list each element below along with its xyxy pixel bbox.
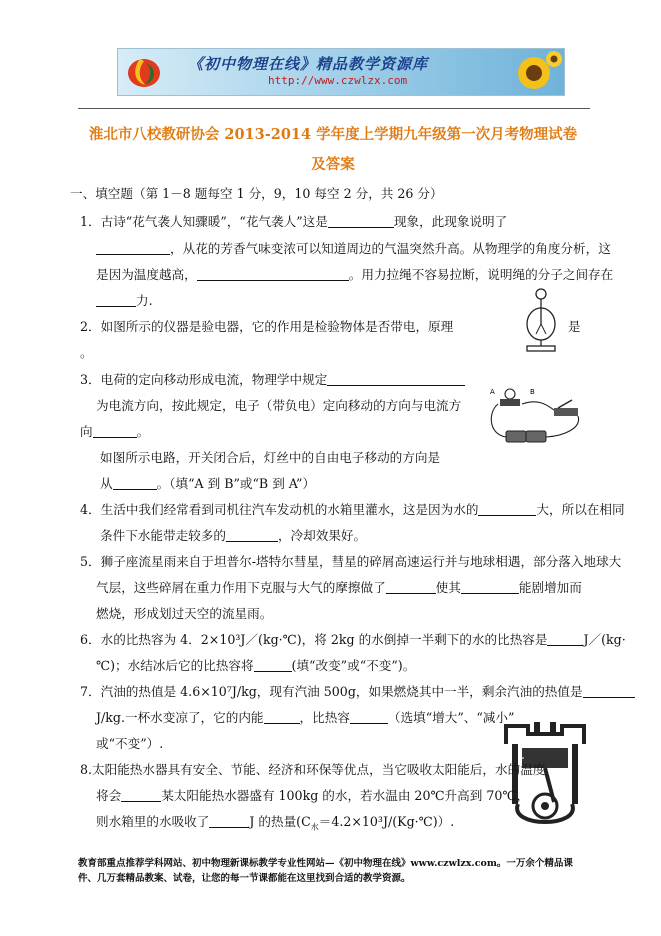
q8-blank-1[interactable] xyxy=(121,788,161,802)
question-7-line2 xyxy=(96,709,514,727)
q4-text-c: 条件下水能带走较多的 xyxy=(100,528,226,543)
q3-text-f: 如图所示电路，开关闭合后，灯丝中的自由电子移动的方向是 xyxy=(100,450,441,465)
q1-text-e: 。用力拉绳不容易拉断，说明绳的分子之间存在 xyxy=(348,267,614,282)
question-4-line1 xyxy=(80,501,625,519)
q8-subscript-water: 水 xyxy=(310,822,319,832)
question-2-line1 xyxy=(80,318,453,336)
question-7-line1 xyxy=(80,683,635,701)
q1-text-f: 力. xyxy=(136,293,153,308)
q7-text-e: 或“不变”）. xyxy=(96,736,164,751)
question-3-line2 xyxy=(96,397,461,415)
q1-blank-2[interactable] xyxy=(96,241,170,255)
document-title-line2: 及答案 xyxy=(311,156,355,173)
circuit-figure xyxy=(484,382,584,450)
q5-text-e: 燃烧，形成划过天空的流星雨。 xyxy=(96,606,273,621)
question-3-line3 xyxy=(80,423,149,441)
document-title xyxy=(68,120,598,180)
q1-text-b: 现象，此现象说明了 xyxy=(393,214,508,229)
question-4-line2 xyxy=(100,527,366,545)
question-5-line2 xyxy=(96,579,582,597)
q1-blank-4[interactable] xyxy=(96,293,136,307)
q8-text-c: 某太阳能热水器盛有 100kg 的水，若水温由 20℃升高到 70℃， xyxy=(161,788,530,803)
q5-blank-1[interactable] xyxy=(386,580,436,594)
q4-blank-2[interactable] xyxy=(226,528,278,542)
electroscope-figure xyxy=(522,286,560,354)
q6-blank-2[interactable] xyxy=(254,658,292,672)
q8-text-g: ＝4.2×10³J/(Kg·℃)）. xyxy=(318,814,455,829)
circuit-label-a: A xyxy=(490,388,495,396)
question-3-line5 xyxy=(100,475,315,493)
q2-text-b: 是 xyxy=(568,319,581,334)
sunflower-icon xyxy=(504,51,562,93)
q3-text-g: 从 xyxy=(100,476,113,491)
q5-text-c: 使其 xyxy=(435,580,461,595)
header-rule xyxy=(78,108,590,109)
section-heading: 一、填空题（第 1－8 题每空 1 分，9，10 每空 2 分，共 26 分） xyxy=(70,186,443,201)
q2-text-c: 。 xyxy=(80,345,93,360)
circuit-label-b: B xyxy=(530,388,535,396)
q6-text-b: J／(kg· xyxy=(583,632,626,647)
q1-blank-3[interactable] xyxy=(197,267,349,281)
question-1-line4 xyxy=(96,292,153,310)
banner-title: 《初中物理在线》精品教学资源库 xyxy=(188,55,429,73)
q7-blank-2[interactable] xyxy=(264,710,300,724)
q2-text-a: 2．如图所示的仪器是验电器，它的作用是检验物体是否带电，原理 xyxy=(80,319,454,334)
q5-blank-2[interactable] xyxy=(461,580,519,594)
q4-blank-1[interactable] xyxy=(478,502,536,516)
question-8-line2 xyxy=(96,787,529,805)
question-8-line3 xyxy=(96,813,454,837)
q7-blank-1[interactable] xyxy=(583,684,635,698)
question-6-line1 xyxy=(80,631,626,649)
site-banner xyxy=(117,48,565,96)
q8-text-e: J 的热量(C xyxy=(249,814,311,829)
question-1-line3 xyxy=(96,266,613,284)
q3-text-b: 为电流方向 xyxy=(96,398,159,413)
q3-blank-1[interactable] xyxy=(327,372,465,386)
q8-text-a: 8.太阳能热水器具有安全、节能、经济和环保等优点，当它吸收太阳能后，水的温度 xyxy=(80,762,546,777)
q8-text-b: 将会 xyxy=(96,788,122,803)
q7-text-c: ，比热容 xyxy=(299,710,350,725)
q3-text-d: 向 xyxy=(80,424,93,439)
q1-text-c: ，从花的芳香气味变浓可以知道周边的气温突然升高。从物理学的角度分析，这 xyxy=(170,241,611,256)
footer-line1: 教育部重点推荐学科网站、初中物理新课标教学专业性网站—《初中物理在线》www.czwlzx.com。一万余个精品课 xyxy=(78,858,573,869)
q8-text-d: 则水箱里的水吸收了 xyxy=(96,814,210,829)
q7-text-d: （选填“增大”、“减小” xyxy=(387,710,515,725)
q1-text-a: 1．古诗“花气袭人知骤暖”，“花气袭人”这是 xyxy=(80,214,328,229)
page-footer xyxy=(78,856,598,886)
q6-text-a: 6．水的比热容为 4．2×10³J／(kg·℃)，将 2kg 的水倒掉一半剩下的水的比热容是 xyxy=(80,632,548,647)
question-6-line2 xyxy=(96,657,415,675)
q3-blank-3[interactable] xyxy=(113,476,157,490)
q3-text-a: 3．电荷的定向移动形成电流，物理学中规定 xyxy=(80,372,328,387)
question-3-line1 xyxy=(80,371,465,389)
q1-blank-1[interactable] xyxy=(328,214,394,228)
q6-blank-1[interactable] xyxy=(547,632,583,646)
q7-text-a: 7．汽油的热值是 4.6×10⁷J/kg，现有汽油 500g，如果燃烧其中一半，剩余汽油的热值是 xyxy=(80,684,583,699)
q8-blank-2[interactable] xyxy=(209,814,249,828)
question-1-line2 xyxy=(96,240,611,258)
document-title-line1: 淮北市八校教研协会 2013-2014 学年度上学期九年级第一次月考物理试卷 xyxy=(88,126,578,143)
q1-text-d: 是因为温度越高， xyxy=(96,267,197,282)
footer-line2: 件、几万套精品教案、试卷，让您的每一节课都能在这里找到合适的教学资源。 xyxy=(78,873,411,884)
q4-text-d: ，冷却效果好。 xyxy=(277,528,367,543)
banner-url[interactable]: http://www.czwlzx.com xyxy=(268,74,408,87)
q6-text-c: ℃)；水结冰后它的比热容将 xyxy=(96,658,254,673)
q6-text-d: (填“改变”或“不变”)。 xyxy=(291,658,416,673)
q3-text-c: ，按此规定，电子（带负电）定向移动的方向与电流方 xyxy=(158,398,462,413)
q3-blank-2[interactable] xyxy=(93,424,137,438)
question-1-line1 xyxy=(80,213,507,231)
q5-text-a: 5．狮子座流星雨来自于坦普尔-塔特尔彗星，彗星的碎屑高速运行并与地球相遇，部分落入地球大 xyxy=(80,554,622,569)
q3-text-e: 。 xyxy=(136,424,150,439)
q5-text-b: 气层，这些碎屑在重力作用下克服与大气的摩擦做了 xyxy=(96,580,386,595)
q5-text-d: 能剧增加而 xyxy=(518,580,582,595)
q4-text-b: 大，所以在相同 xyxy=(536,502,625,517)
site-logo-icon xyxy=(126,55,162,89)
q7-blank-3[interactable] xyxy=(350,710,388,724)
q4-text-a: 4．生活中我们经常看到司机往汽车发动机的水箱里灌水，这是因为水的 xyxy=(80,502,479,517)
q7-text-b: J/kg.一杯水变凉了，它的内能 xyxy=(96,710,264,725)
q3-text-h: 。（填“A 到 B”或“B 到 A”） xyxy=(156,476,316,491)
